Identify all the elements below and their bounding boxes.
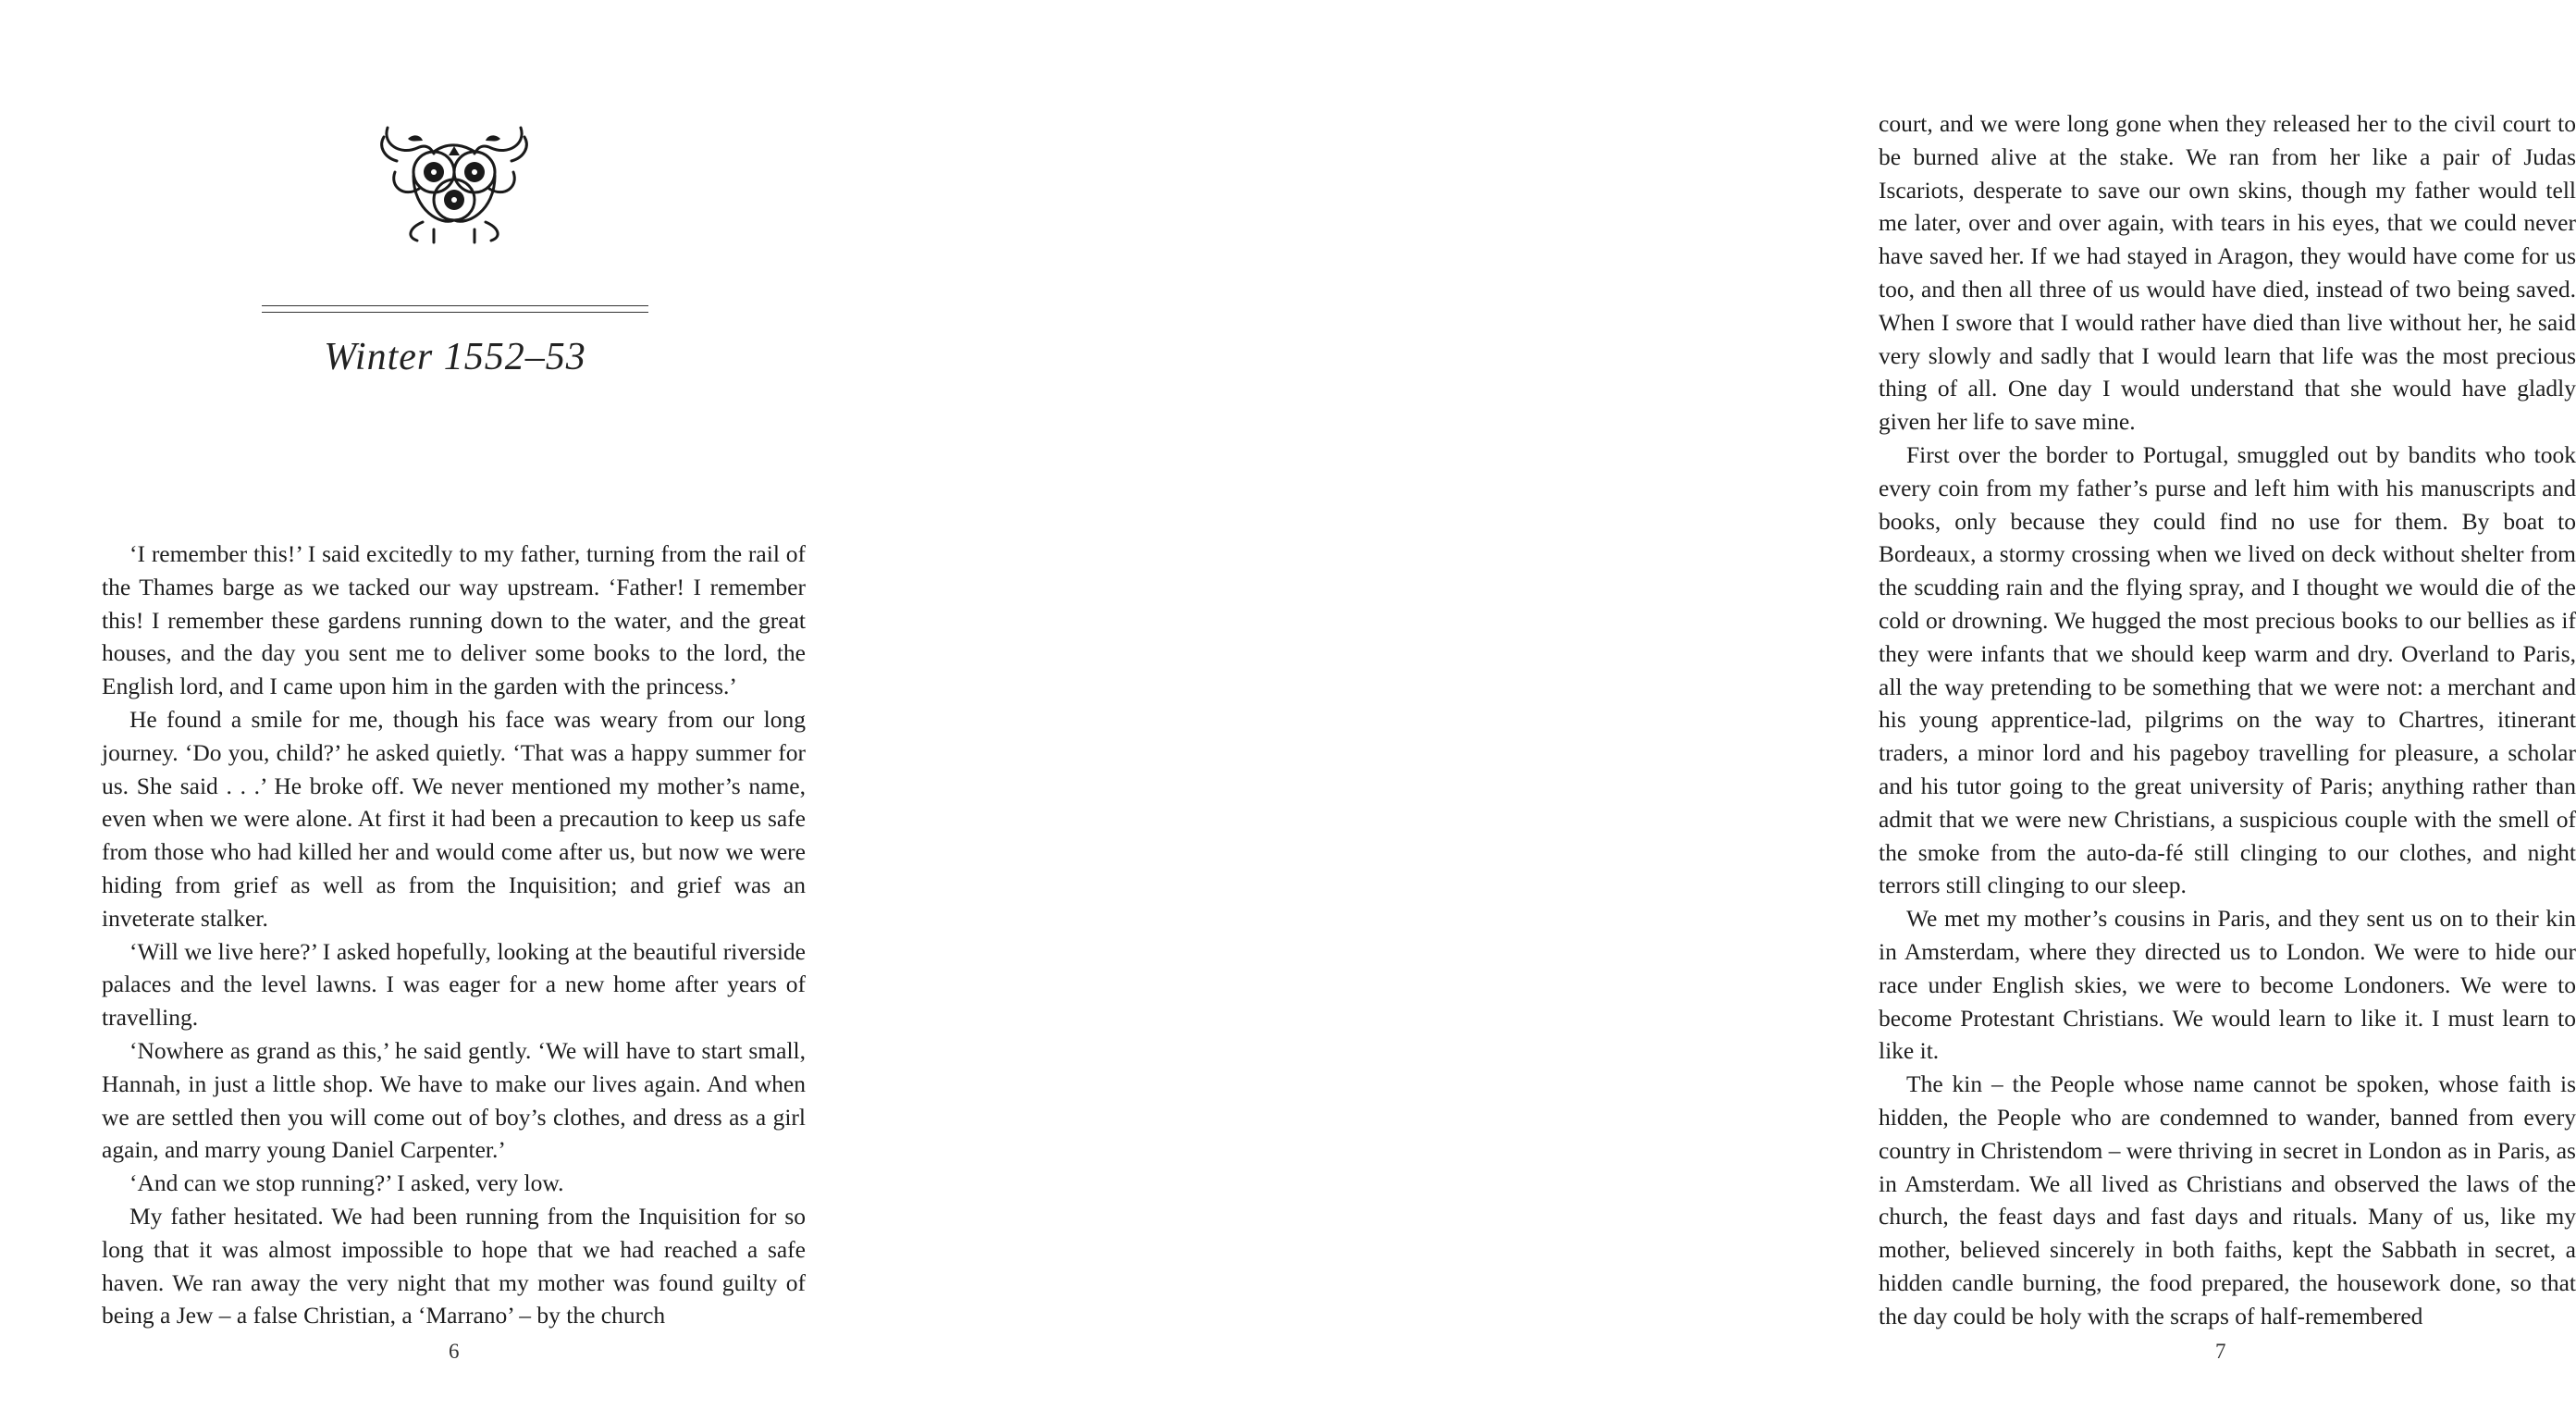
- paragraph: First over the border to Portugal, smuggled out by bandits who took every coin from my father’s purse and left him with his manuscripts and books, only because they could find no use for them. By boat to Bordeaux, a stormy crossing when we lived on deck without shelter from the scudding rain and the flying spray, and I thought we would die of the cold or drowning. We hugged the most precious books to our bellies as if they were infants that we should keep warm and dry. Overland to Paris, all the way pretending to be something that we were not: a merchant and his young apprentice-lad, pilgrims on the way to Chartres, itinerant traders, a minor lord and his pageboy travelling for pleasure, a scholar and his tutor going to the great university of Paris; anything rather than admit that we were new Christians, a suspicious couple with the smell of the smoke from the auto-da-fé still clinging to our clothes, and night terrors still clinging to our sleep.: [1879, 440, 2576, 899]
- left-page: [0, 0, 888, 1422]
- page-number: 7: [2215, 1340, 2226, 1363]
- left-page-text: [102, 538, 806, 1332]
- paragraph: He found a smile for me, though his face was weary from our long journey. ‘Do you, child?’ he asked quietly. ‘That was a happy summer for us. She said . . .’ He broke off. We never mentioned my mother’s name, even when we were alone. At first it had been a precaution to keep us safe from those who had killed her and would come after us, but now we were hiding from grief as well as from the Inquisition; and grief was an inveterate stalker.: [102, 705, 806, 932]
- paragraph: ‘Will we live here?’ I asked hopefully, looking at the beautiful riverside palaces and the level lawns. I was eager for a new home after years of travelling.: [102, 937, 806, 1032]
- title-rule-bottom: [262, 312, 648, 313]
- paragraph: court, and we were long gone when they released her to the civil court to be burned alive at the stake. We ran from her like a pair of Judas Iscariots, desperate to save our own skins, though my father would tell me later, over and over again, with tears in his eyes, that we could never have saved her. If we had stayed in Aragon, they would have come for us too, and then all three of us would have died, instead of two being saved. When I swore that I would rather have died than live without her, he said very slowly and sadly that I would learn that life was the most precious thing of all. One day I would understand that she would have gladly given her life to save mine.: [1879, 110, 2576, 436]
- paragraph: My father hesitated. We had been running from the Inquisition for so long that it was almost impossible to hope that we had reached a safe haven. We ran away the very night that my mother was found guilty of being a Jew – a false Christian, a ‘Marrano’ – by the church: [102, 1202, 806, 1329]
- right-page: [888, 0, 2576, 1422]
- right-page-text: [1879, 107, 2576, 1332]
- page-number: 6: [449, 1340, 460, 1363]
- celtic-knot-ornament-icon: [376, 118, 532, 243]
- paragraph: ‘I remember this!’ I said excitedly to my father, turning from the rail of the Thames barge as we tacked our way upstream. ‘Father! I remember this! I remember these gardens running down to the water, and the great houses, and the day you sent me to deliver some books to the lord, the English lord, and I came upon him in the garden with the princess.’: [102, 540, 806, 700]
- paragraph: The kin – the People whose name cannot be spoken, whose faith is hidden, the People who are condemned to wander, banned from every country in Christendom – were thriving in secret in London as in Paris, as in Amsterdam. We all lived as Christians and observed the laws of the church, the feast days and fast days and rituals. Many of us, like my mother, believed sincerely in both faiths, kept the Sabbath in secret, a hidden candle burning, the food prepared, the housework done, so that the day could be holy with the scraps of half-remembered: [1879, 1070, 2576, 1329]
- title-rule-top: [262, 305, 648, 306]
- paragraph: We met my mother’s cousins in Paris, and they sent us on to their kin in Amsterdam, where they directed us to London. We were to hide our race under English skies, we were to become Londoners. We were to become Protestant Christians. We would learn to like it. I must learn to like it.: [1879, 905, 2576, 1065]
- paragraph: ‘Nowhere as grand as this,’ he said gently. ‘We will have to start small, Hannah, in just a little shop. We have to make our lives again. And when we are settled then you will come out of boy’s clothes, and dress as a girl again, and marry young Daniel Carpenter.’: [102, 1036, 806, 1164]
- chapter-title: Winter 1552–53: [324, 336, 586, 378]
- paragraph: ‘And can we stop running?’ I asked, very low.: [129, 1169, 564, 1197]
